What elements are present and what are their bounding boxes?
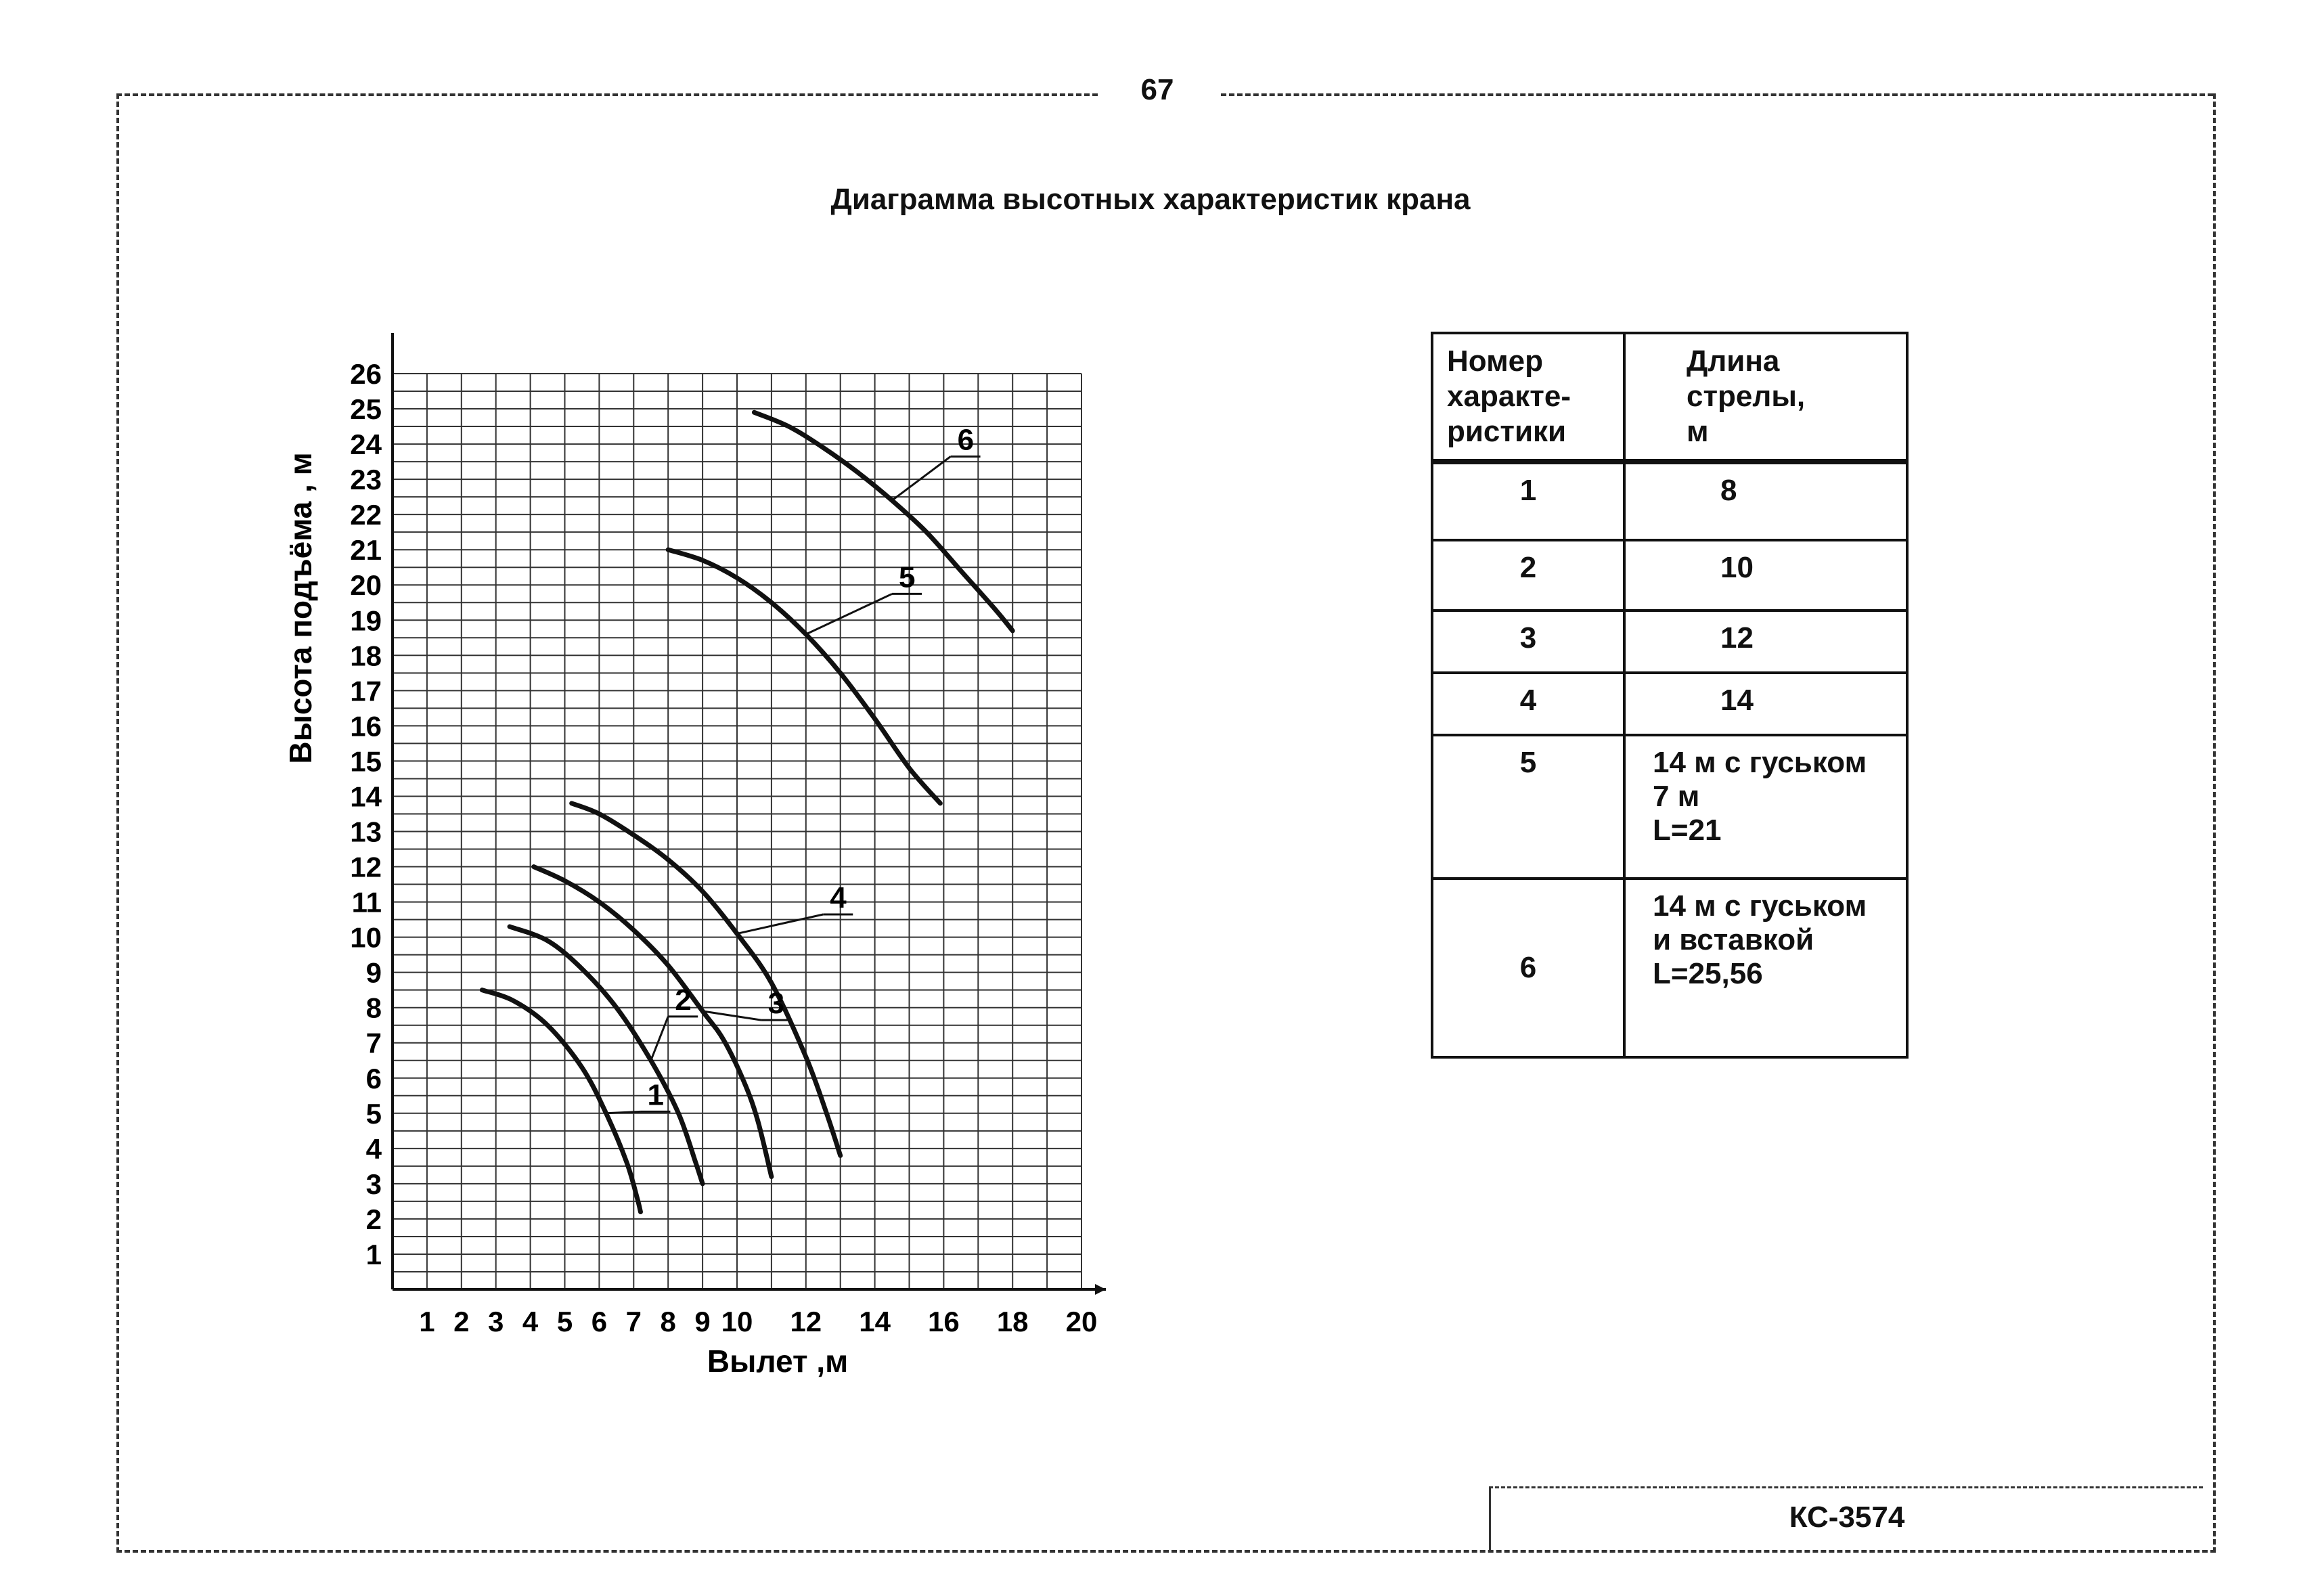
legend-row-length: 8 — [1624, 462, 1907, 540]
x-tick-label: 20 — [1065, 1306, 1098, 1337]
title-block-label: КС-3574 — [1789, 1501, 1905, 1534]
legend-header-number: Номер характе- ристики — [1432, 333, 1624, 462]
legend-row-number: 1 — [1432, 462, 1624, 540]
series-line-2 — [510, 927, 702, 1184]
legend-row-number: 3 — [1432, 611, 1624, 673]
series-line-3 — [534, 867, 772, 1177]
legend-row — [1432, 540, 1907, 611]
y-tick-label: 10 — [350, 921, 382, 954]
curve-label: 2 — [675, 983, 692, 1017]
x-tick-label: 2 — [453, 1306, 470, 1337]
legend-row-length: 10 — [1624, 540, 1907, 611]
legend-row-length: 12 — [1624, 611, 1907, 673]
curve-label: 6 — [957, 423, 975, 457]
y-tick-label: 3 — [365, 1168, 382, 1200]
y-tick-label: 23 — [350, 464, 382, 496]
x-tick-label: 1 — [419, 1306, 435, 1337]
curve-label: 5 — [899, 560, 916, 594]
legend-row-length: 14 м с гуськом 7 м L=21 — [1624, 735, 1907, 879]
legend-row-number: 5 — [1432, 735, 1624, 879]
y-tick-label: 21 — [350, 534, 382, 567]
chart-title: Диаграмма высотных характеристик крана — [830, 183, 1471, 216]
y-tick-label: 2 — [365, 1203, 382, 1235]
y-tick-label: 13 — [350, 816, 382, 848]
legend-row — [1432, 611, 1907, 673]
curve-label-leader — [806, 594, 892, 634]
x-tick-label: 5 — [556, 1306, 573, 1337]
x-tick-label: 4 — [522, 1306, 539, 1337]
legend-row-number: 6 — [1432, 879, 1624, 1057]
y-tick-label: 6 — [365, 1062, 382, 1094]
x-tick-label: 3 — [488, 1306, 504, 1337]
y-tick-label: 19 — [350, 604, 382, 637]
y-tick-label: 26 — [350, 358, 382, 390]
y-axis-label: Высота подъёма , м — [283, 452, 318, 764]
x-tick-label: 12 — [790, 1306, 822, 1337]
x-tick-label: 16 — [928, 1306, 960, 1337]
y-tick-label: 16 — [350, 710, 382, 742]
y-tick-label: 14 — [350, 780, 382, 813]
x-tick-label: 6 — [591, 1306, 608, 1337]
x-tick-label: 8 — [660, 1306, 676, 1337]
y-tick-label: 9 — [365, 956, 382, 989]
curve-label: 3 — [767, 987, 785, 1021]
y-tick-label: 4 — [365, 1132, 382, 1165]
legend-row — [1432, 735, 1907, 879]
curve-label-leader — [737, 914, 823, 933]
legend-row — [1432, 462, 1907, 540]
y-tick-label: 22 — [350, 499, 382, 531]
legend-header-length: Длина стрелы, м — [1624, 333, 1907, 462]
x-axis-label: Вылет ,м — [707, 1344, 849, 1379]
y-tick-label: 7 — [365, 1027, 382, 1059]
y-tick-labels — [350, 358, 382, 1270]
legend-header-row — [1432, 333, 1907, 462]
curve-label: 1 — [647, 1078, 664, 1112]
y-tick-label: 11 — [351, 886, 382, 918]
x-tick-label: 7 — [625, 1306, 642, 1337]
y-tick-label: 25 — [350, 393, 382, 426]
legend-row — [1432, 879, 1907, 1057]
grid — [393, 374, 1081, 1289]
x-tick-label: 9 — [694, 1306, 711, 1337]
x-tick-label: 18 — [996, 1306, 1029, 1337]
y-tick-label: 1 — [365, 1238, 382, 1270]
legend-row-number: 2 — [1432, 540, 1624, 611]
y-tick-label: 8 — [365, 992, 382, 1024]
y-tick-label: 17 — [350, 675, 382, 707]
y-tick-label: 12 — [350, 851, 382, 883]
series-line-4 — [572, 803, 841, 1155]
legend-table — [1431, 332, 1909, 1059]
curve-label-leader — [892, 456, 951, 500]
legend-row — [1432, 673, 1907, 735]
series-line-1 — [482, 990, 640, 1212]
page-number: 67 — [1140, 73, 1174, 106]
x-tick-label: 14 — [859, 1306, 891, 1337]
y-tick-label: 20 — [350, 569, 382, 602]
x-tick-label: 10 — [721, 1306, 753, 1337]
y-tick-label: 18 — [350, 640, 382, 672]
legend-row-length: 14 м с гуськом и вставкой L=25,56 — [1624, 879, 1907, 1057]
x-tick-labels — [419, 1306, 1097, 1337]
y-tick-label: 24 — [350, 428, 382, 461]
curve-label: 4 — [830, 881, 847, 914]
x-axis-arrow — [1095, 1284, 1106, 1295]
legend-row-number: 4 — [1432, 673, 1624, 735]
curve-label-leader — [651, 1017, 668, 1061]
title-block — [1489, 1486, 2203, 1552]
legend-row-length: 14 — [1624, 673, 1907, 735]
y-tick-label: 15 — [350, 745, 382, 778]
y-tick-label: 5 — [365, 1097, 382, 1130]
